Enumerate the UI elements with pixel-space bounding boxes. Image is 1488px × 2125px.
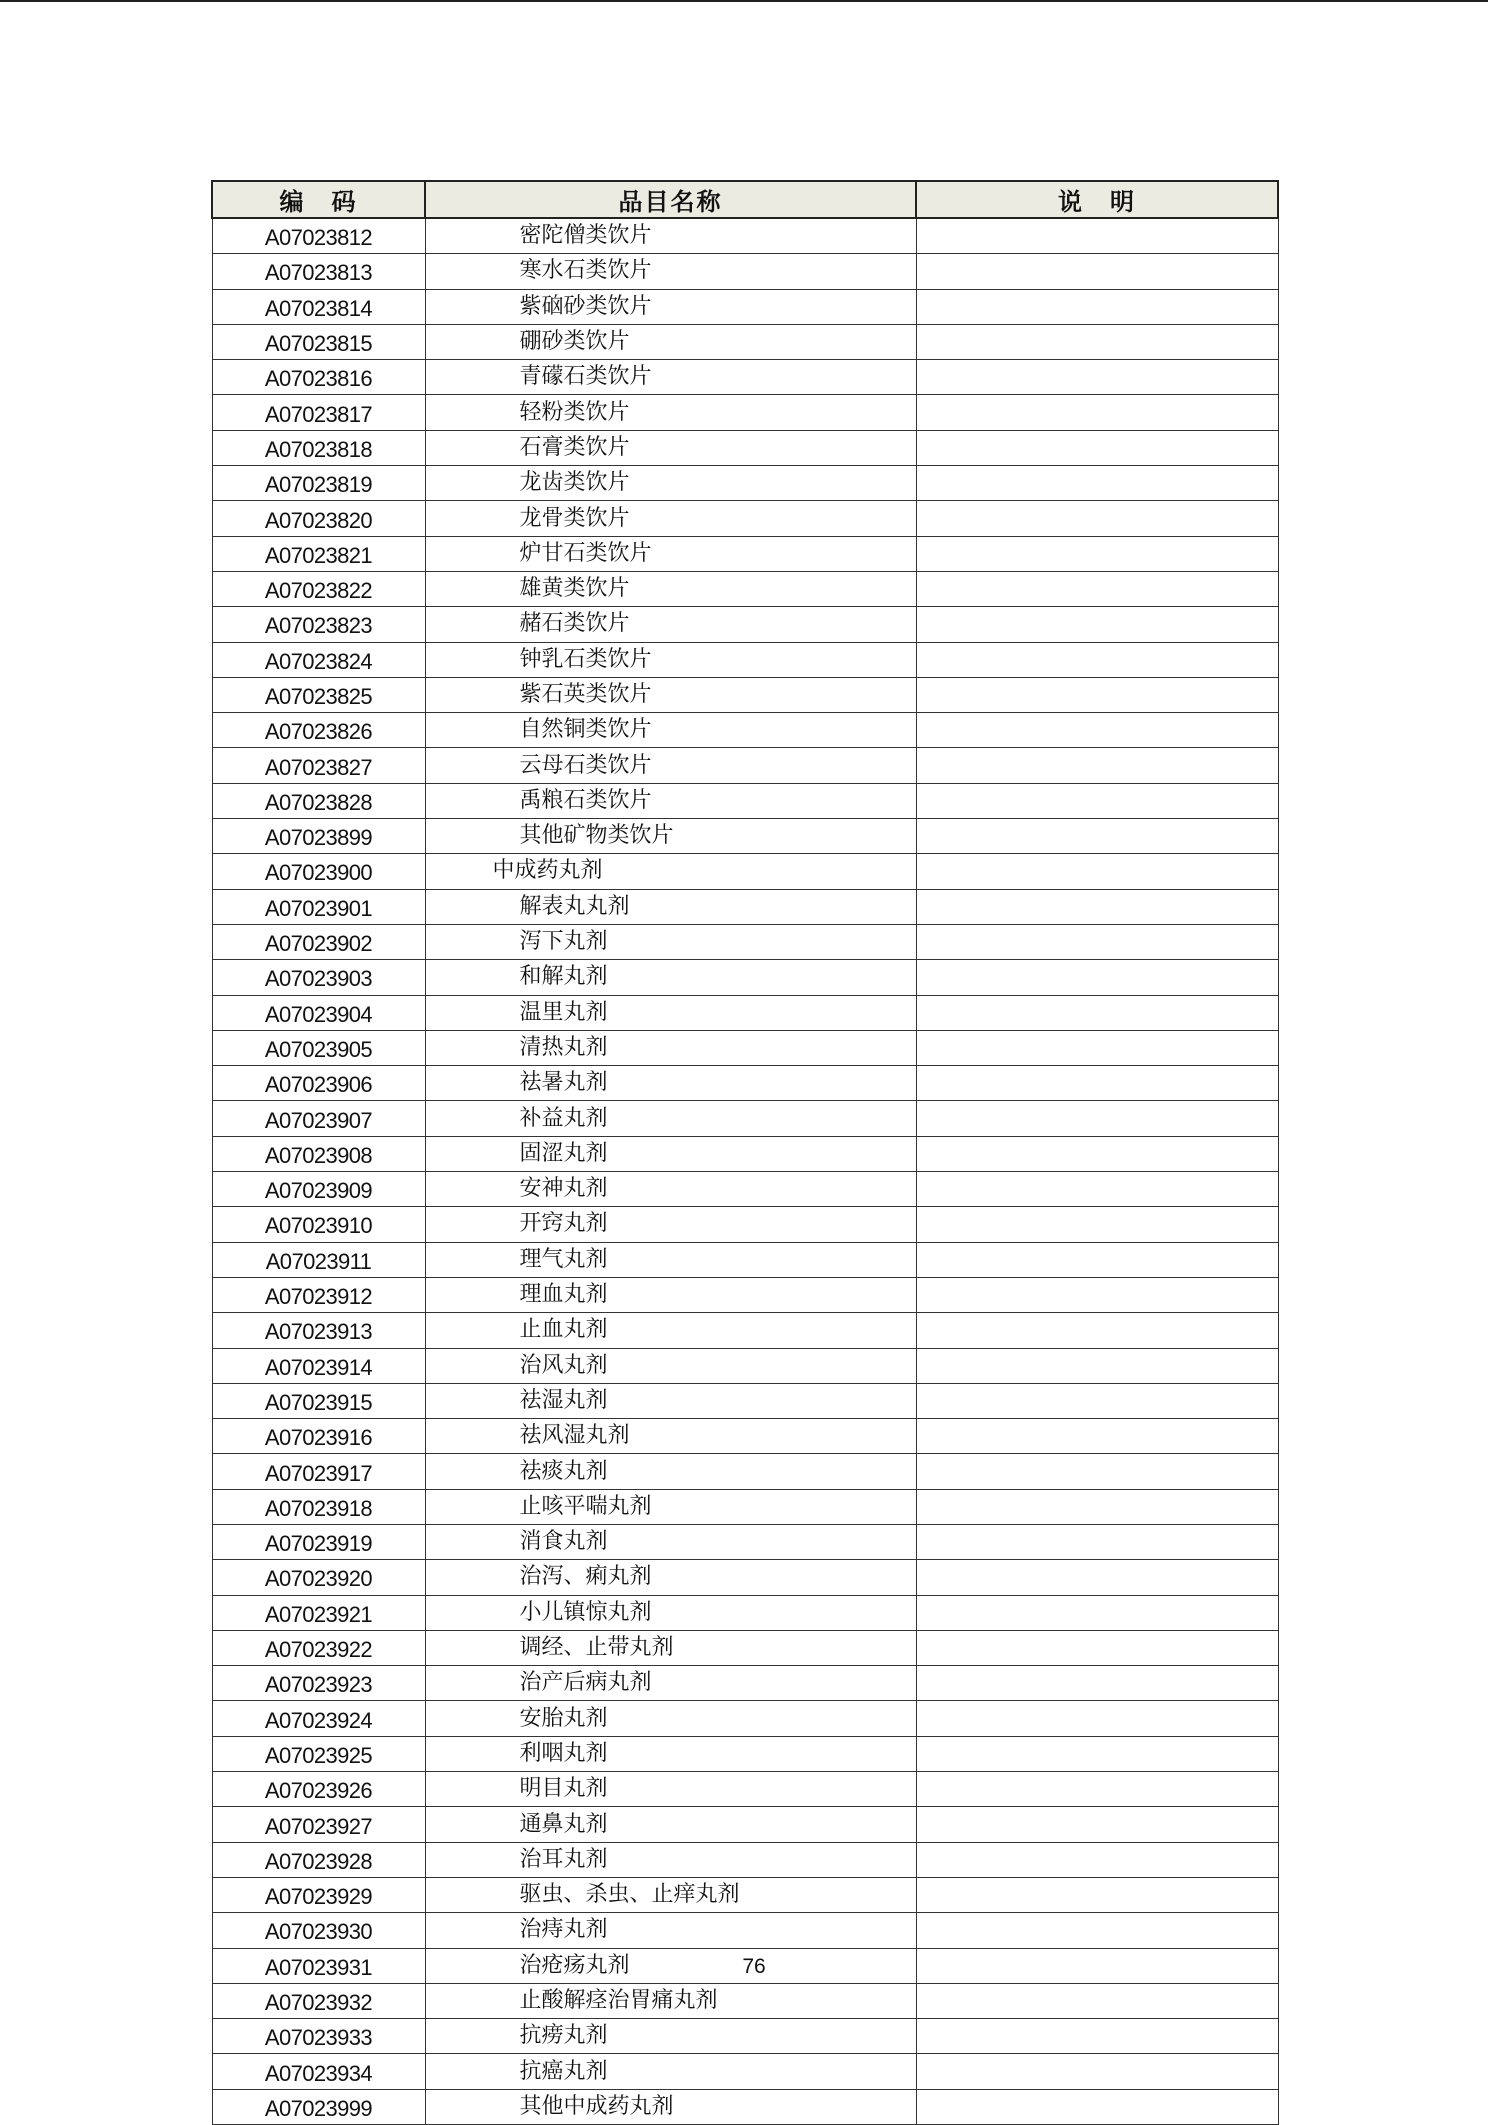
- row-description: [916, 2019, 1278, 2054]
- row-item-name: 明目丸剂: [425, 1772, 916, 1807]
- row-code: A07023904: [212, 995, 425, 1030]
- row-item-name: 止酸解痉治胃痛丸剂: [425, 1983, 916, 2018]
- row-code: A07023926: [212, 1772, 425, 1807]
- row-description: [916, 430, 1278, 465]
- row-code: A07023820: [212, 501, 425, 536]
- row-item-name: 祛湿丸剂: [425, 1383, 916, 1418]
- table-row: [212, 1172, 1278, 1207]
- table-row: [212, 642, 1278, 677]
- row-item-name: 其他中成药丸剂: [425, 2089, 916, 2124]
- table-row: [212, 607, 1278, 642]
- table-row: [212, 1772, 1278, 1807]
- row-item-name: 硼砂类饮片: [425, 324, 916, 359]
- row-code: A07023822: [212, 571, 425, 606]
- row-item-name: 驱虫、杀虫、止痒丸剂: [425, 1877, 916, 1912]
- row-description: [916, 1560, 1278, 1595]
- row-description: [916, 1277, 1278, 1312]
- table-row: [212, 1877, 1278, 1912]
- row-description: [916, 218, 1278, 254]
- row-item-name: 消食丸剂: [425, 1524, 916, 1559]
- row-item-name: 抗癌丸剂: [425, 2054, 916, 2089]
- row-code: A07023816: [212, 360, 425, 395]
- table-row: [212, 819, 1278, 854]
- row-description: [916, 1066, 1278, 1101]
- row-item-name: 龙齿类饮片: [425, 466, 916, 501]
- table-row: [212, 395, 1278, 430]
- row-code: A07023909: [212, 1172, 425, 1207]
- row-item-name: 通鼻丸剂: [425, 1807, 916, 1842]
- table-row: [212, 1242, 1278, 1277]
- table-row: [212, 960, 1278, 995]
- row-code: A07023817: [212, 395, 425, 430]
- row-description: [916, 1348, 1278, 1383]
- row-code: A07023900: [212, 854, 425, 889]
- row-code: A07023827: [212, 748, 425, 783]
- table-row: [212, 1736, 1278, 1771]
- row-code: A07023919: [212, 1524, 425, 1559]
- row-description: [916, 1983, 1278, 2018]
- row-description: [916, 571, 1278, 606]
- row-code: A07023929: [212, 1877, 425, 1912]
- row-code: A07023823: [212, 607, 425, 642]
- row-code: A07023905: [212, 1030, 425, 1065]
- row-description: [916, 1701, 1278, 1736]
- row-item-name: 轻粉类饮片: [425, 395, 916, 430]
- row-description: [916, 466, 1278, 501]
- row-description: [916, 960, 1278, 995]
- row-code: A07023915: [212, 1383, 425, 1418]
- row-item-name: 理血丸剂: [425, 1277, 916, 1312]
- table-row: [212, 1207, 1278, 1242]
- row-description: [916, 1454, 1278, 1489]
- table-row: [212, 713, 1278, 748]
- row-description: [916, 677, 1278, 712]
- header-item-name: 品目名称: [425, 181, 916, 218]
- row-code: A07023918: [212, 1489, 425, 1524]
- row-description: [916, 501, 1278, 536]
- row-item-name: 开窍丸剂: [425, 1207, 916, 1242]
- row-item-name: 小儿镇惊丸剂: [425, 1595, 916, 1630]
- row-code: A07023824: [212, 642, 425, 677]
- row-description: [916, 536, 1278, 571]
- row-item-name: 赭石类饮片: [425, 607, 916, 642]
- row-code: A07023928: [212, 1842, 425, 1877]
- row-code: A07023821: [212, 536, 425, 571]
- row-item-name: 龙骨类饮片: [425, 501, 916, 536]
- row-description: [916, 2054, 1278, 2089]
- table-row: [212, 783, 1278, 818]
- row-description: [916, 1595, 1278, 1630]
- row-item-name: 补益丸剂: [425, 1101, 916, 1136]
- row-item-name: 解表丸丸剂: [425, 889, 916, 924]
- table-row: [212, 889, 1278, 924]
- row-item-name: 密陀僧类饮片: [425, 218, 916, 254]
- row-description: [916, 713, 1278, 748]
- row-item-name: 炉甘石类饮片: [425, 536, 916, 571]
- row-description: [916, 395, 1278, 430]
- row-item-name: 中成药丸剂: [425, 854, 916, 889]
- table-header: [212, 181, 1278, 218]
- row-code: A07023930: [212, 1913, 425, 1948]
- table-row: [212, 1313, 1278, 1348]
- row-item-name: 固涩丸剂: [425, 1136, 916, 1171]
- row-description: [916, 1313, 1278, 1348]
- catalog-table: [211, 180, 1279, 2125]
- table-row: [212, 1807, 1278, 1842]
- table-row: [212, 289, 1278, 324]
- row-code: A07023812: [212, 218, 425, 254]
- row-description: [916, 1136, 1278, 1171]
- table-row: [212, 466, 1278, 501]
- row-code: A07023921: [212, 1595, 425, 1630]
- row-description: [916, 324, 1278, 359]
- table-row: [212, 1983, 1278, 2018]
- row-code: A07023912: [212, 1277, 425, 1312]
- row-description: [916, 819, 1278, 854]
- table-row: [212, 536, 1278, 571]
- row-code: A07023903: [212, 960, 425, 995]
- table-row: [212, 2089, 1278, 2124]
- row-description: [916, 1666, 1278, 1701]
- row-item-name: 治产后病丸剂: [425, 1666, 916, 1701]
- row-description: [916, 1172, 1278, 1207]
- row-code: A07023906: [212, 1066, 425, 1101]
- table-row: [212, 1489, 1278, 1524]
- row-item-name: 清热丸剂: [425, 1030, 916, 1065]
- table-row: [212, 324, 1278, 359]
- header-code: 编 码: [212, 181, 425, 218]
- row-item-name: 治泻、痢丸剂: [425, 1560, 916, 1595]
- row-description: [916, 1489, 1278, 1524]
- row-item-name: 和解丸剂: [425, 960, 916, 995]
- row-code: A07023899: [212, 819, 425, 854]
- row-code: A07023920: [212, 1560, 425, 1595]
- row-item-name: 止咳平喘丸剂: [425, 1489, 916, 1524]
- table-row: [212, 1277, 1278, 1312]
- row-description: [916, 995, 1278, 1030]
- row-description: [916, 2089, 1278, 2124]
- table-row: [212, 571, 1278, 606]
- table-row: [212, 1101, 1278, 1136]
- row-description: [916, 607, 1278, 642]
- header-description: 说 明: [916, 181, 1278, 218]
- row-item-name: 止血丸剂: [425, 1313, 916, 1348]
- page-top-border: [0, 0, 1488, 2]
- row-description: [916, 1242, 1278, 1277]
- row-item-name: 利咽丸剂: [425, 1736, 916, 1771]
- table-row: [212, 677, 1278, 712]
- table-row: [212, 1030, 1278, 1065]
- row-code: A07023902: [212, 924, 425, 959]
- row-description: [916, 854, 1278, 889]
- row-description: [916, 1207, 1278, 1242]
- row-description: [916, 1630, 1278, 1665]
- row-code: A07023922: [212, 1630, 425, 1665]
- row-item-name: 钟乳石类饮片: [425, 642, 916, 677]
- row-description: [916, 783, 1278, 818]
- row-description: [916, 1101, 1278, 1136]
- row-description: [916, 360, 1278, 395]
- row-code: A07023934: [212, 2054, 425, 2089]
- table-row: [212, 1560, 1278, 1595]
- row-item-name: 治痔丸剂: [425, 1913, 916, 1948]
- row-description: [916, 1842, 1278, 1877]
- table-row: [212, 1666, 1278, 1701]
- row-item-name: 治风丸剂: [425, 1348, 916, 1383]
- row-item-name: 祛风湿丸剂: [425, 1419, 916, 1454]
- row-description: [916, 254, 1278, 289]
- row-code: A07023932: [212, 1983, 425, 2018]
- page-number: 76: [742, 1955, 766, 1978]
- row-code: A07023925: [212, 1736, 425, 1771]
- row-description: [916, 289, 1278, 324]
- table-row: [212, 1136, 1278, 1171]
- table-row: [212, 254, 1278, 289]
- table-row: [212, 854, 1278, 889]
- table-row: [212, 995, 1278, 1030]
- row-item-name: 治疮疡丸剂: [425, 1948, 916, 1983]
- table-row: [212, 1066, 1278, 1101]
- table-row: [212, 1383, 1278, 1418]
- table-row: [212, 218, 1278, 254]
- table-row: [212, 1913, 1278, 1948]
- row-description: [916, 889, 1278, 924]
- row-description: [916, 1383, 1278, 1418]
- table-row: [212, 1524, 1278, 1559]
- header-row: [212, 181, 1278, 218]
- row-code: A07023917: [212, 1454, 425, 1489]
- row-item-name: 抗痨丸剂: [425, 2019, 916, 2054]
- table-row: [212, 924, 1278, 959]
- table-row: [212, 2054, 1278, 2089]
- table-row: [212, 1595, 1278, 1630]
- row-item-name: 寒水石类饮片: [425, 254, 916, 289]
- row-description: [916, 1807, 1278, 1842]
- row-description: [916, 1030, 1278, 1065]
- table-body: [212, 218, 1278, 2125]
- row-item-name: 云母石类饮片: [425, 748, 916, 783]
- row-code: A07023913: [212, 1313, 425, 1348]
- table-row: [212, 1454, 1278, 1489]
- row-code: A07023815: [212, 324, 425, 359]
- row-description: [916, 748, 1278, 783]
- row-code: A07023908: [212, 1136, 425, 1171]
- row-item-name: 治耳丸剂: [425, 1842, 916, 1877]
- row-description: [916, 1913, 1278, 1948]
- row-item-name: 石膏类饮片: [425, 430, 916, 465]
- row-code: A07023819: [212, 466, 425, 501]
- row-code: A07023818: [212, 430, 425, 465]
- row-code: A07023911: [212, 1242, 425, 1277]
- row-code: A07023914: [212, 1348, 425, 1383]
- row-code: A07023924: [212, 1701, 425, 1736]
- table-row: [212, 2019, 1278, 2054]
- table-row: [212, 1348, 1278, 1383]
- row-code: A07023923: [212, 1666, 425, 1701]
- row-item-name: 自然铜类饮片: [425, 713, 916, 748]
- row-item-name: 紫石英类饮片: [425, 677, 916, 712]
- row-code: A07023907: [212, 1101, 425, 1136]
- row-code: A07023931: [212, 1948, 425, 1983]
- row-item-name: 理气丸剂: [425, 1242, 916, 1277]
- row-description: [916, 642, 1278, 677]
- row-item-name: 紫硇砂类饮片: [425, 289, 916, 324]
- row-description: [916, 924, 1278, 959]
- row-code: A07023927: [212, 1807, 425, 1842]
- row-description: [916, 1736, 1278, 1771]
- row-description: [916, 1772, 1278, 1807]
- row-description: [916, 1524, 1278, 1559]
- table-row: [212, 1419, 1278, 1454]
- table-row: [212, 430, 1278, 465]
- row-code: A07023828: [212, 783, 425, 818]
- row-item-name: 安胎丸剂: [425, 1701, 916, 1736]
- row-code: A07023826: [212, 713, 425, 748]
- table-row: [212, 501, 1278, 536]
- row-item-name: 祛痰丸剂: [425, 1454, 916, 1489]
- row-item-name: 安神丸剂: [425, 1172, 916, 1207]
- row-item-name: 调经、止带丸剂: [425, 1630, 916, 1665]
- row-code: A07023813: [212, 254, 425, 289]
- table-row: [212, 1701, 1278, 1736]
- row-code: A07023901: [212, 889, 425, 924]
- row-item-name: 雄黄类饮片: [425, 571, 916, 606]
- row-item-name: 祛暑丸剂: [425, 1066, 916, 1101]
- row-item-name: 青礞石类饮片: [425, 360, 916, 395]
- row-description: [916, 1419, 1278, 1454]
- row-item-name: 温里丸剂: [425, 995, 916, 1030]
- table-row: [212, 1630, 1278, 1665]
- table-row: [212, 748, 1278, 783]
- row-item-name: 泻下丸剂: [425, 924, 916, 959]
- table-row: [212, 1842, 1278, 1877]
- row-code: A07023916: [212, 1419, 425, 1454]
- row-code: A07023999: [212, 2089, 425, 2124]
- row-code: A07023933: [212, 2019, 425, 2054]
- row-item-name: 其他矿物类饮片: [425, 819, 916, 854]
- table-row: [212, 360, 1278, 395]
- row-code: A07023825: [212, 677, 425, 712]
- row-description: [916, 1877, 1278, 1912]
- row-code: A07023814: [212, 289, 425, 324]
- row-item-name: 禹粮石类饮片: [425, 783, 916, 818]
- row-code: A07023910: [212, 1207, 425, 1242]
